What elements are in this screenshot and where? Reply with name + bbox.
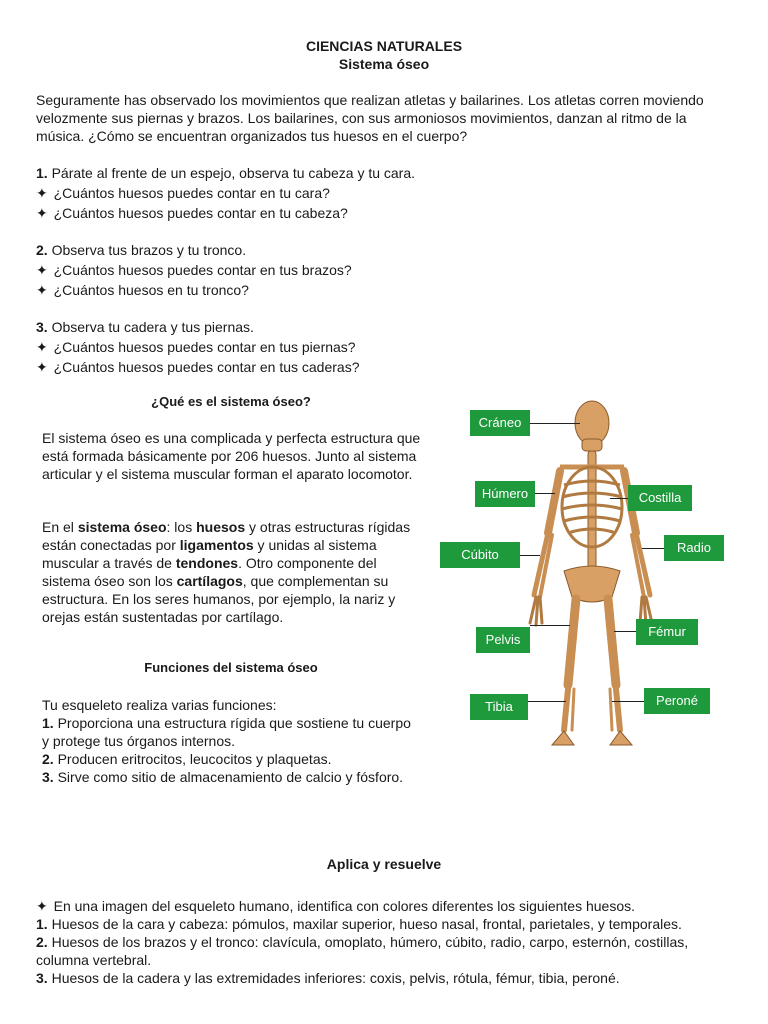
label-radio: Radio: [664, 535, 724, 561]
leader-line: [530, 423, 580, 424]
star-bullet-icon: ✦: [36, 898, 48, 914]
function-item-3: [42, 768, 412, 786]
label-femur: Fémur: [636, 619, 698, 645]
label-pelvis: Pelvis: [476, 627, 530, 653]
leader-line: [614, 631, 636, 632]
activity-1-instruction: [36, 163, 736, 183]
activity-2-number: 2.: [36, 242, 48, 258]
activity-3-question-2: [36, 357, 736, 377]
activity-3-question-1: [36, 337, 736, 357]
what-is-paragraph-1: El sistema óseo es una complicada y perfecta estructura que está formada básicamente por 206 huesos. Junto al sistema articular y el sistema muscular forman el aparato locomotor.: [42, 430, 421, 482]
label-tibia: Tibia: [470, 694, 528, 720]
question-text: ¿Cuántos huesos en tu tronco?: [53, 282, 249, 298]
function-item-2: [42, 750, 412, 768]
question-text: ¿Cuántos huesos puedes contar en tus piernas?: [53, 339, 356, 355]
label-cubito: Cúbito: [440, 542, 520, 568]
label-perone: Peroné: [644, 688, 710, 714]
label-humero: Húmero: [475, 481, 535, 507]
item-number: 3.: [42, 769, 54, 785]
item-text: Sirve como sitio de almacenamiento de calcio y fósforo.: [53, 769, 404, 785]
term-cartilagos: cartílagos: [176, 573, 243, 589]
activity-1-number: 1.: [36, 165, 48, 181]
question-text: ¿Cuántos huesos puedes contar en tus brazos?: [53, 262, 352, 278]
item-text: Proporciona una estructura rígida que sostiene tu cuerpo y protege tus órganos internos.: [42, 715, 411, 749]
term-ligamentos: ligamentos: [179, 537, 254, 553]
activity-3: [36, 317, 736, 377]
activity-2-text: Observa tus brazos y tu tronco.: [47, 242, 247, 258]
star-bullet-icon: ✦: [36, 282, 48, 298]
apply-item-1: [36, 915, 736, 933]
term-sistema-oseo: sistema óseo: [77, 519, 167, 535]
question-text: ¿Cuántos huesos puedes contar en tu cara?: [53, 185, 330, 201]
apply-lead-text: En una imagen del esqueleto humano, identifica con colores diferentes los siguientes huesos.: [53, 898, 635, 914]
leader-line: [520, 555, 540, 556]
leader-line: [612, 701, 644, 702]
section-heading-functions: Funciones del sistema óseo: [144, 660, 318, 675]
leader-line: [642, 548, 664, 549]
apply-list: [36, 897, 736, 987]
page-title: CIENCIAS NATURALES: [305, 38, 463, 54]
star-bullet-icon: ✦: [36, 185, 48, 201]
skeleton-figure: [432, 385, 722, 755]
item-text: Huesos de los brazos y el tronco: clavícula, omoplato, húmero, cúbito, radio, carpo, esternón, costillas, columna vertebral.: [36, 934, 689, 968]
activity-3-instruction: [36, 317, 736, 337]
term-tendones: tendones: [175, 555, 239, 571]
label-craneo: Cráneo: [470, 410, 530, 436]
item-text: Huesos de la cara y cabeza: pómulos, maxilar superior, hueso nasal, frontal, parietales, y temporales.: [47, 916, 682, 932]
section-heading-what-is: ¿Qué es el sistema óseo?: [151, 394, 311, 409]
activity-2-question-1: [36, 260, 736, 280]
star-bullet-icon: ✦: [36, 205, 48, 221]
apply-item-2: [36, 933, 736, 969]
activity-1-question-2: [36, 203, 736, 223]
activity-1-text: Párate al frente de un espejo, observa tu cabeza y tu cara.: [47, 165, 416, 181]
section-heading-apply: Aplica y resuelve: [326, 856, 442, 872]
leader-line: [610, 498, 628, 499]
activity-2-question-2: [36, 280, 736, 300]
activity-2: [36, 240, 736, 300]
activity-1-question-1: [36, 183, 736, 203]
apply-lead: [36, 897, 736, 915]
question-text: ¿Cuántos huesos puedes contar en tu cabeza?: [53, 205, 348, 221]
text-run: : los: [166, 519, 197, 535]
functions-intro: Tu esqueleto realiza varias funciones:: [42, 697, 277, 713]
item-number: 2.: [42, 751, 54, 767]
apply-item-3: [36, 969, 736, 987]
leader-line: [535, 493, 555, 494]
intro-paragraph: Seguramente has observado los movimientos que realizan atletas y bailarines. Los atletas corren moviendo velozmente sus piernas y brazos. Los bailarines, con sus armoniosos movimientos, danzan al ritmo de la música. ¿Cómo se encuentran organizados tus huesos en el cuerpo?: [36, 92, 704, 144]
item-text: Producen eritrocitos, leucocitos y plaquetas.: [53, 751, 332, 767]
page-subtitle: Sistema óseo: [338, 56, 430, 72]
text-run: En el: [42, 519, 78, 535]
activity-3-number: 3.: [36, 319, 48, 335]
text-run: y unidas al sistema muscular a través de: [42, 537, 377, 571]
activity-3-text: Observa tu cadera y tus piernas.: [47, 319, 254, 335]
item-number: 1.: [42, 715, 54, 731]
text-run: , que complementan su estructura. En los seres humanos, por ejemplo, la nariz y orejas están sustentadas por cartílago.: [42, 573, 396, 625]
item-number: 2.: [36, 934, 48, 950]
leader-line: [528, 701, 566, 702]
what-is-paragraph-2: [42, 518, 427, 626]
activity-2-instruction: [36, 240, 736, 260]
term-huesos: huesos: [196, 519, 246, 535]
question-text: ¿Cuántos huesos puedes contar en tus caderas?: [53, 359, 360, 375]
star-bullet-icon: ✦: [36, 339, 48, 355]
item-number: 1.: [36, 916, 48, 932]
item-text: Huesos de la cadera y las extremidades inferiores: coxis, pelvis, rótula, fémur, tibia, peroné.: [47, 970, 620, 986]
activity-1: [36, 163, 736, 223]
star-bullet-icon: ✦: [36, 359, 48, 375]
leader-line: [530, 625, 570, 626]
functions-list: [42, 696, 412, 786]
label-costilla: Costilla: [628, 485, 692, 511]
star-bullet-icon: ✦: [36, 262, 48, 278]
function-item-1: [42, 714, 412, 750]
text-run: y otras estructuras rígidas están conectadas por: [42, 519, 411, 553]
text-run: . Otro componente del sistema óseo son los: [42, 555, 377, 589]
item-number: 3.: [36, 970, 48, 986]
